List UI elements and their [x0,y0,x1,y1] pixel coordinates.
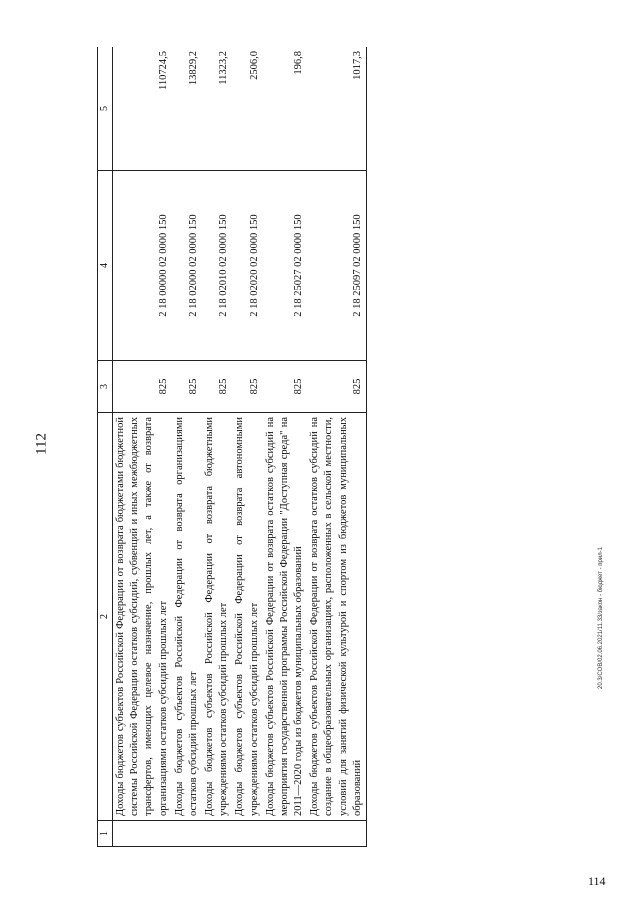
row-amount: 11323,2 [202,47,232,171]
row-amount: 13829,2 [172,47,202,171]
row-admin-code: 825 [232,361,262,413]
row-classification-code: 2 18 02000 02 0000 150 [172,171,202,361]
rotated-table-container [97,47,577,847]
row-admin-code: 825 [172,361,202,413]
table-row [202,47,232,847]
table-body [98,47,367,847]
row-description: Доходы бюджетов субъектов Российской Федерации от возврата бюджетными учреждениями остатков субсидий прошлых лет [202,413,232,821]
row-number-cell [263,821,308,847]
row-classification-code: 2 18 02020 02 0000 150 [232,171,262,361]
table-row [263,47,308,847]
header-col-2: 2 [98,413,113,821]
row-admin-code: 825 [202,361,232,413]
row-classification-code: 2 18 25027 02 0000 150 [263,171,308,361]
row-number-cell [172,821,202,847]
row-classification-code: 2 18 25097 02 0000 150 [307,171,366,361]
row-description: Доходы бюджетов субъектов Российской Федерации от возврата остатков субсидий на создание в общеобразовательных организациях, расположенных в сельской местности, условий для занятий физической культурой и спортом из бюджетов муниципальных образований [307,413,366,821]
table-header-row [98,47,113,847]
row-description: Доходы бюджетов субъектов Российской Федерации от возврата автономными учреждениями остатков субсидий прошлых лет [232,413,262,821]
row-number-cell [202,821,232,847]
row-classification-code: 2 18 00000 02 0000 150 [113,171,172,361]
revenue-table [97,47,367,847]
row-amount: 110724,5 [113,47,172,171]
header-col-4: 4 [98,171,113,361]
table-row [307,47,366,847]
row-description: Доходы бюджетов субъектов Российской Федерации от возврата организациями остатков субсидий прошлых лет [172,413,202,821]
row-admin-code: 825 [113,361,172,413]
header-col-5: 5 [98,47,113,171]
row-number-cell [113,821,172,847]
row-amount: 196,8 [263,47,308,171]
page-number-footer: 114 [588,874,606,888]
table-row [113,47,172,847]
row-description: Доходы бюджетов субъектов Российской Федерации от возврата остатков субсидий на мероприятия государственной программы Российской Федерации "Доступная среда" на 2011—2020 годы из бюджетов муниципальных образований [263,413,308,821]
table-row [172,47,202,847]
table-row [232,47,262,847]
row-admin-code: 825 [307,361,366,413]
document-table-area [97,47,577,847]
row-amount: 2506,0 [232,47,262,171]
row-number-cell [232,821,262,847]
row-classification-code: 2 18 02010 02 0000 150 [202,171,232,361]
row-amount: 1017,3 [307,47,366,171]
header-col-3: 3 [98,361,113,413]
row-number-cell [307,821,366,847]
row-description: Доходы бюджетов субъектов Российской Федерации от возврата бюджетами бюджетной системы Российской Федерации остатков субсидий, субвенций и иных межбюджетных трансфертов, имеющих целевое назначение, прошлых лет, а также от возврата организациями остатков субсидий прошлых лет [113,413,172,821]
scanner-stamp: 20.3/COB/02.06.2021/11.33/закон - бюджет - прил-1 [598,546,604,690]
header-col-1: 1 [98,821,113,847]
page-number-top: 112 [33,433,50,455]
row-admin-code: 825 [263,361,308,413]
